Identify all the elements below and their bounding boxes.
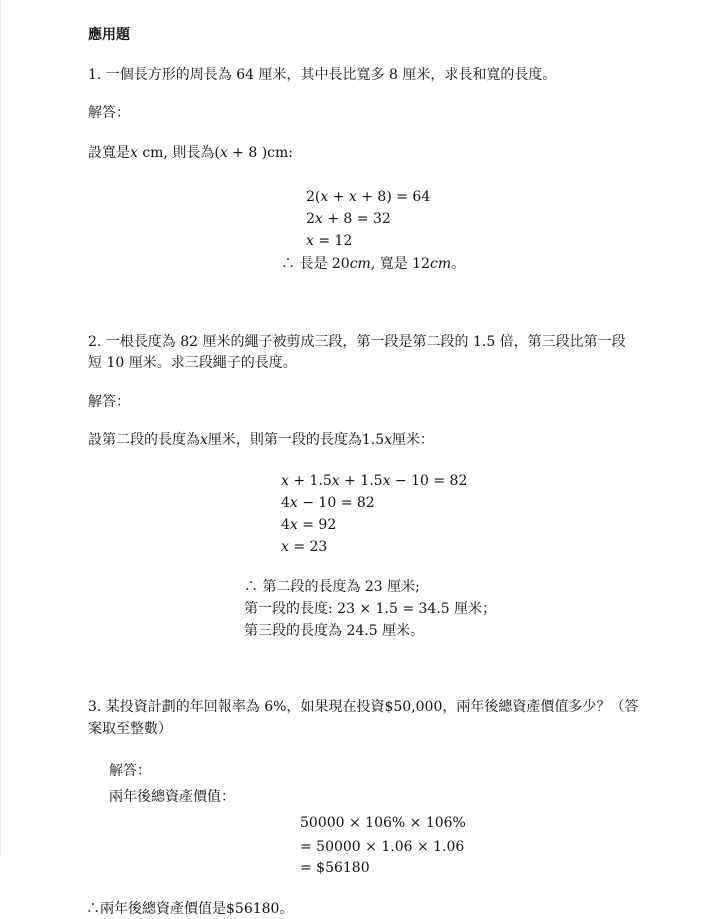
q2-step-2: 4𝑥 − 10 = 82 bbox=[281, 495, 375, 511]
q3-step-3: = $56180 bbox=[300, 860, 370, 876]
q2-result-1: ∴ 第二段的長度為 23 厘米; bbox=[244, 579, 420, 595]
page-heading: 應用題 bbox=[88, 27, 130, 43]
q2-setup: 設第二段的長度為𝑥厘米，則第一段的長度為1.5𝑥厘米： bbox=[88, 432, 435, 448]
q2-step-1: 𝑥 + 1.5𝑥 + 1.5𝑥 − 10 = 82 bbox=[281, 473, 468, 489]
q2-result-2: 第一段的長度: 23 × 1.5 = 34.5 厘米； bbox=[244, 601, 497, 617]
q2-answer-label: 解答： bbox=[88, 394, 130, 410]
q3-question-line1: 3. 某投資計劃的年回報率為 6%，如果現在投資$50,000，兩年後總資產價值多少？（答 bbox=[88, 699, 639, 715]
q3-conclusion: ∴兩年後總資產價值是$56180。 bbox=[86, 901, 294, 917]
q2-question-line2: 短 10 厘米。求三段繩子的長度。 bbox=[88, 355, 297, 371]
q1-conclusion: ∴ 長是 20𝑐𝑚, 寬是 12𝑐𝑚。 bbox=[281, 256, 466, 272]
q1-setup: 設寬是𝑥 cm, 則長為(𝑥 + 8 )cm: bbox=[88, 145, 294, 161]
q1-answer-label: 解答： bbox=[88, 105, 130, 121]
q3-question-line2: 案取至整數） bbox=[88, 721, 172, 737]
q2-step-4: 𝑥 = 23 bbox=[281, 539, 328, 555]
q1-step-1: 2(𝑥 + 𝑥 + 8) = 64 bbox=[306, 189, 431, 205]
q3-answer-label: 解答： bbox=[109, 763, 151, 779]
q3-subtitle: 兩年後總資產價值： bbox=[109, 789, 235, 805]
page-edge-line bbox=[0, 0, 1, 855]
q2-question-line1: 2. 一根長度為 82 厘米的繩子被剪成三段，第一段是第二段的 1.5 倍，第三段比第一段 bbox=[88, 334, 626, 350]
q3-step-2: = 50000 × 1.06 × 1.06 bbox=[300, 839, 465, 855]
q1-step-3: 𝑥 = 12 bbox=[306, 233, 353, 249]
q2-step-3: 4𝑥 = 92 bbox=[281, 517, 337, 533]
q1-step-2: 2𝑥 + 8 = 32 bbox=[306, 211, 391, 227]
q2-result-3: 第三段的長度為 24.5 厘米。 bbox=[244, 623, 425, 639]
q3-step-1: 50000 × 106% × 106% bbox=[300, 815, 466, 831]
q1-question: 1. 一個長方形的周長為 64 厘米，其中長比寬多 8 厘米，求長和寬的長度。 bbox=[88, 67, 557, 83]
